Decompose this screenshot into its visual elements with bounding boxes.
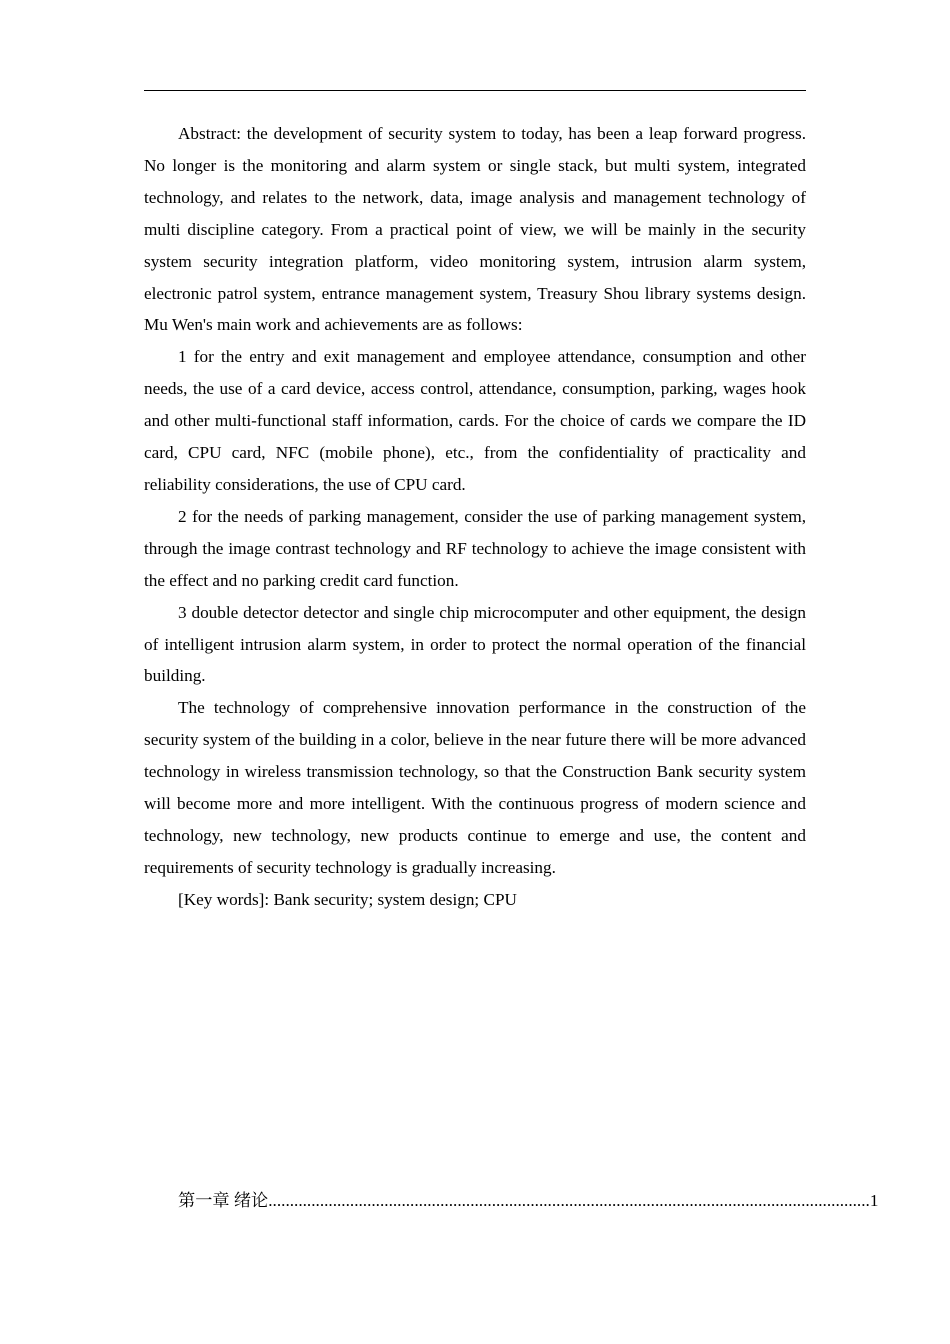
header-rule [144, 90, 806, 91]
toc-entry-page: 1 [869, 1191, 879, 1210]
abstract-paragraph: The technology of comprehensive innovation performance in the construction of the security system of the building in a color, believe in the near future there will be more advanced technology in wireless transmission technology, so that the Construction Bank security system will become more and more intelligent. With the continuous progress of modern science and technology, new technology, new products continue to emerge and use, the content and requirements of security technology is gradually increasing. [144, 698, 806, 877]
abstract-paragraph: 3 double detector detector and single chip microcomputer and other equipment, the design of intelligent intrusion alarm system, in order to protect the normal operation of the financial building. [144, 602, 806, 686]
toc-entry[interactable] [178, 1185, 879, 1217]
abstract-paragraph: 2 for the needs of parking management, consider the use of parking management system, through the image contrast technology and RF technology to achieve the image consistent with the effect and no parking credit card function. [144, 506, 806, 590]
abstract-paragraph: Abstract: the development of security system to today, has been a leap forward progress. No longer is the monitoring and alarm system or single stack, but multi system, integrated technology, and relates to the network, data, image analysis and management technology of multi discipline category. From a practical point of view, we will be mainly in the security system security integration platform, video monitoring system, intrusion alarm system, electronic patrol system, entrance management system, Treasury Shou library systems design. Mu Wen's main work and achievements are as follows: [144, 124, 806, 335]
toc-entry-title: 第一章 绪论 [178, 1191, 269, 1210]
toc-entry-leader: ............................................................................................................................................ [268, 1191, 870, 1210]
abstract-body [144, 118, 806, 916]
abstract-paragraph: 1 for the entry and exit management and employee attendance, consumption and other needs, the use of a card device, access control, attendance, consumption, parking, wages hook and other multi-functional staff information, cards. For the choice of cards we compare the ID card, CPU card, NFC (mobile phone), etc., from the confidentiality of practicality and reliability considerations, the use of CPU card. [144, 347, 806, 494]
keywords-line: [Key words]: Bank security; system design; CPU [178, 889, 517, 909]
